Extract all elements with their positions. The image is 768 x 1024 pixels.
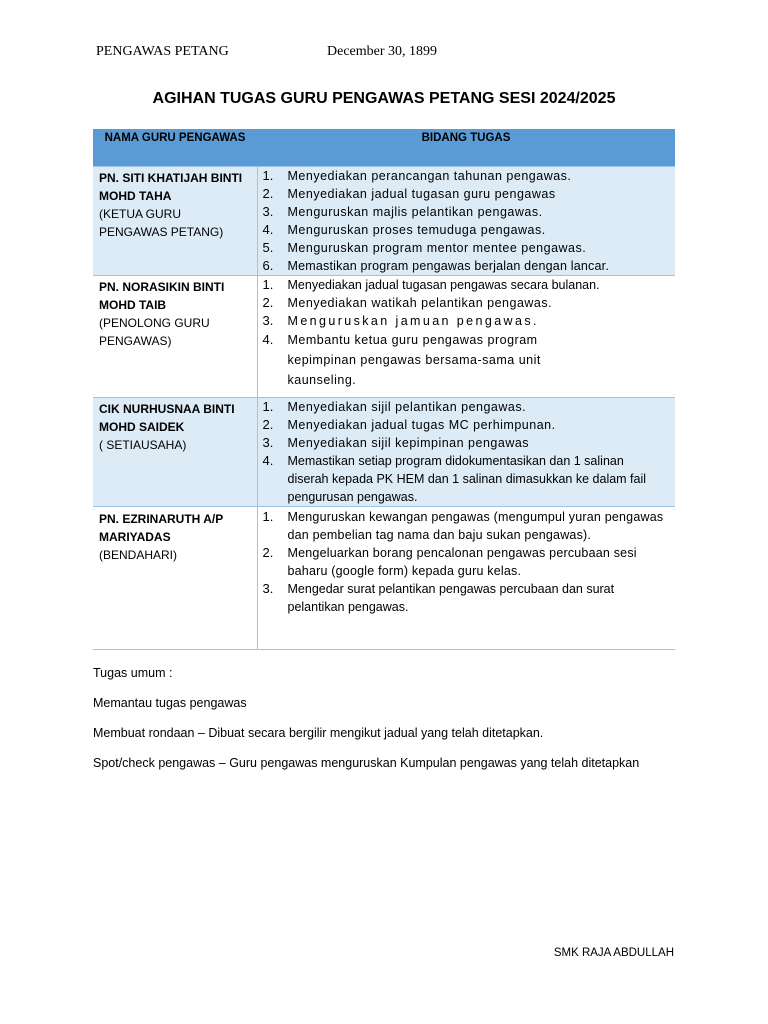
teacher-name: PN. NORASIKIN BINTI MOHD TAIB — [99, 279, 225, 312]
general-item: Memantau tugas pengawas — [93, 696, 247, 710]
table-header-row — [93, 129, 675, 166]
teacher-cell — [93, 506, 257, 649]
general-heading: Tugas umum : — [93, 666, 173, 680]
duties-cell — [257, 275, 675, 397]
table-row — [93, 397, 675, 506]
teacher-cell — [93, 275, 257, 397]
duty-item: 1. Menyediakan perancangan tahunan pengawas. — [262, 167, 572, 183]
duty-item: 4. Membantu ketua guru pengawas program kepimpinan pengawas bersama-sama unit kaunseling. — [262, 331, 541, 387]
school-name-footer: SMK RAJA ABDULLAH — [553, 947, 674, 959]
duty-item: 1. Menyediakan jadual tugasan pengawas secara bulanan. — [262, 276, 600, 292]
duty-list — [258, 507, 676, 616]
duty-item: 3. Menyediakan sijil kepimpinan pengawas — [262, 434, 530, 450]
teacher-name: PN. EZRINARUTH A/P MARIYADAS — [99, 511, 224, 544]
table-row — [93, 506, 675, 649]
teacher-cell — [93, 166, 257, 275]
duty-item: 3. Menguruskan majlis pelantikan pengawas. — [262, 203, 543, 219]
general-item: Membuat rondaan – Dibuat secara bergilir mengikut jadual yang telah ditetapkan. — [93, 726, 544, 740]
duty-item: 2. Menyediakan jadual tugasan guru pengawas — [262, 185, 556, 201]
duty-item: 1. Menyediakan sijil pelantikan pengawas. — [262, 398, 527, 414]
header-label: PENGAWAS PETANG — [96, 44, 229, 59]
teacher-cell — [93, 397, 257, 506]
duty-item: 1. Menguruskan kewangan pengawas (mengumpul yuran pengawas dan pembelian tag nama dan baju sukan pengawas). — [262, 508, 664, 542]
duties-cell — [257, 506, 675, 649]
teacher-name: PN. SITI KHATIJAH BINTI MOHD TAHA — [99, 170, 243, 203]
table-row — [93, 166, 675, 275]
duty-table — [93, 129, 675, 650]
duty-item: 2. Mengeluarkan borang pencalonan pengawas percubaan sesi baharu (google form) kepada guru kelas. — [262, 544, 637, 578]
duties-cell — [257, 397, 675, 506]
duty-list — [258, 398, 676, 506]
column-header-name: NAMA GURU PENGAWAS — [93, 129, 257, 166]
duty-item: 6. Memastikan program pengawas berjalan dengan lancar. — [262, 257, 609, 273]
teacher-role: ( SETIAUSAHA) — [99, 437, 187, 452]
duty-item: 3. Menguruskan jamuan pengawas. — [262, 312, 539, 328]
duties-cell — [257, 166, 675, 275]
teacher-role: (PENOLONG GURU PENGAWAS) — [99, 315, 210, 348]
duty-item: 5. Menguruskan program mentor mentee pengawas. — [262, 239, 587, 255]
teacher-role: (KETUA GURU PENGAWAS PETANG) — [99, 206, 224, 239]
duty-list — [258, 167, 676, 275]
duty-item: 2. Menyediakan jadual tugas MC perhimpunan. — [262, 416, 556, 432]
duty-list — [258, 276, 676, 390]
duty-item: 4. Memastikan setiap program didokumentasikan dan 1 salinan diserah kepada PK HEM dan 1 salinan dimasukkan ke dalam fail pengurusan pengawas. — [262, 452, 647, 504]
column-header-duties: BIDANG TUGAS — [257, 129, 675, 166]
document-title: AGIHAN TUGAS GURU PENGAWAS PETANG SESI 2024/2025 — [152, 90, 616, 107]
header-date: December 30, 1899 — [327, 44, 438, 59]
table-row — [93, 275, 675, 397]
teacher-name: CIK NURHUSNAA BINTI MOHD SAIDEK — [99, 401, 235, 434]
duty-item: 2. Menyediakan watikah pelantikan pengawas. — [262, 294, 553, 310]
duty-item: 4. Menguruskan proses temuduga pengawas. — [262, 221, 546, 237]
teacher-role: (BENDAHARI) — [99, 547, 178, 562]
general-item: Spot/check pengawas – Guru pengawas menguruskan Kumpulan pengawas yang telah ditetapkan — [93, 756, 640, 770]
general-duties — [93, 664, 673, 784]
duty-item: 3. Mengedar surat pelantikan pengawas percubaan dan surat pelantikan pengawas. — [262, 580, 615, 614]
